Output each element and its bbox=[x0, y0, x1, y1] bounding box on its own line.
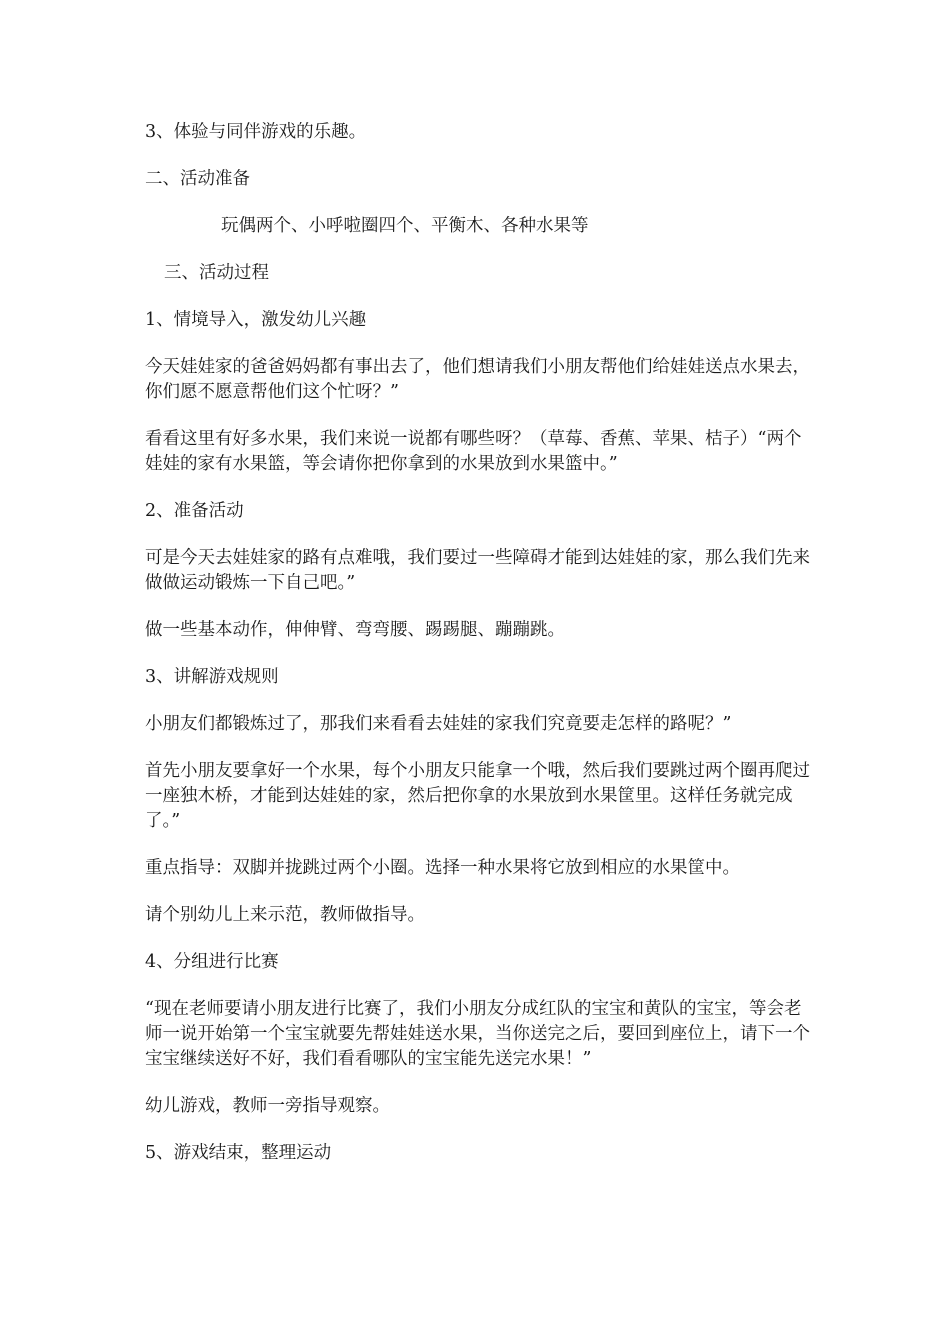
heading-step-5: 5、游戏结束，整理运动 bbox=[145, 1143, 332, 1163]
paragraph-warmup: 可是今天去娃娃家的路有点难哦，我们要过一些障碍才能到达娃娃的家，那么我们先来做做运动锻炼一下自己吧。” bbox=[145, 548, 810, 593]
paragraph-materials: 玩偶两个、小呼啦圈四个、平衡木、各种水果等 bbox=[221, 216, 589, 236]
heading-preparation: 二、活动准备 bbox=[145, 169, 250, 189]
heading-step-4: 4、分组进行比赛 bbox=[145, 952, 279, 972]
heading-step-3: 3、讲解游戏规则 bbox=[145, 667, 279, 687]
heading-step-1: 1、情境导入，激发幼儿兴趣 bbox=[145, 310, 367, 330]
paragraph-play: 幼儿游戏，教师一旁指导观察。 bbox=[145, 1096, 390, 1116]
paragraph-competition: “现在老师要请小朋友进行比赛了，我们小朋友分成红队的宝宝和黄队的宝宝，等会老师一说开始第一个宝宝就要先帮娃娃送水果，当你送完之后，要回到座位上，请下一个宝宝继续送好不好，我们看看哪队的宝宝能先送完水果！” bbox=[145, 999, 810, 1069]
heading-step-2: 2、准备活动 bbox=[145, 501, 244, 521]
paragraph-goal-3: 3、体验与同伴游戏的乐趣。 bbox=[145, 122, 367, 142]
paragraph-route-question: 小朋友们都锻炼过了，那我们来看看去娃娃的家我们究竟要走怎样的路呢？” bbox=[145, 714, 732, 734]
paragraph-key-guidance: 重点指导：双脚并拢跳过两个小圈。选择一种水果将它放到相应的水果筐中。 bbox=[145, 858, 740, 878]
paragraph-rules: 首先小朋友要拿好一个水果，每个小朋友只能拿一个哦，然后我们要跳过两个圈再爬过一座独木桥，才能到达娃娃的家，然后把你拿的水果放到水果筐里。这样任务就完成了。” bbox=[145, 761, 810, 831]
document-body bbox=[145, 120, 811, 1166]
paragraph-intro: 今天娃娃家的爸爸妈妈都有事出去了，他们想请我们小朋友帮他们给娃娃送点水果去，你们愿不愿意帮他们这个忙呀？” bbox=[145, 357, 810, 402]
heading-process: 三、活动过程 bbox=[164, 263, 269, 283]
paragraph-fruits: 看看这里有好多水果，我们来说一说都有哪些呀？（草莓、香蕉、苹果、桔子）“两个娃娃的家有水果篮，等会请你把你拿到的水果放到水果篮中。” bbox=[145, 429, 802, 474]
paragraph-demo: 请个别幼儿上来示范，教师做指导。 bbox=[145, 905, 425, 925]
paragraph-basic-moves: 做一些基本动作，伸伸臂、弯弯腰、踢踢腿、蹦蹦跳。 bbox=[145, 620, 565, 640]
